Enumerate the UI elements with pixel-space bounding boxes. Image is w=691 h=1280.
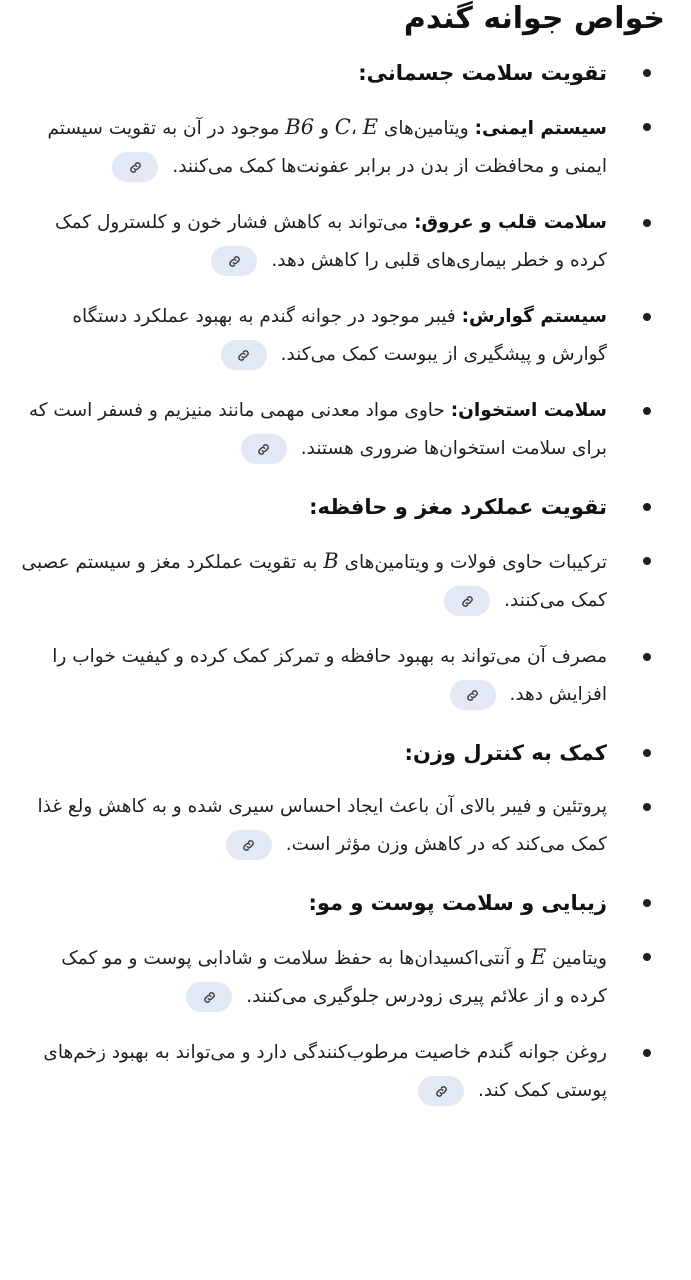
math-symbol: C: [334, 115, 351, 139]
item-text: و: [314, 118, 335, 139]
bullet-icon: [643, 803, 651, 811]
list-item: [20, 298, 665, 374]
link-icon: [256, 442, 271, 457]
list-item: [20, 638, 665, 714]
link-icon: [227, 254, 242, 269]
item-label: سیستم ایمنی:: [474, 118, 607, 139]
item-text: روغن جوانه گندم خاصیت مرطوب‌کنندگی دارد و می‌تواند به بهبود زخم‌های پوستی کمک کند.: [43, 1042, 607, 1101]
section-heading: [20, 56, 665, 90]
source-link-button[interactable]: [112, 152, 158, 182]
bullet-icon: [643, 653, 651, 661]
source-link-button[interactable]: [450, 680, 496, 710]
sub-list: [20, 938, 665, 1110]
bullet-icon: [643, 219, 651, 227]
link-icon: [241, 838, 256, 853]
section-heading: [20, 490, 665, 524]
source-link-button[interactable]: [221, 340, 267, 370]
page-title: خواص جوانه گندم: [403, 1, 665, 36]
link-icon: [128, 160, 143, 175]
list-item: [20, 204, 665, 280]
bullet-icon: [643, 407, 651, 415]
item-text: حاوی مواد معدنی مهمی مانند منیزیم و فسفر است که برای سلامت استخوان‌ها ضروری هستند.: [28, 400, 607, 459]
sub-list: [20, 108, 665, 468]
bullet-icon: [643, 123, 651, 131]
section-heading-text: تقویت سلامت جسمانی:: [358, 61, 607, 85]
bullet-icon: [643, 749, 651, 757]
item-text: ترکیبات حاوی فولات و ویتامین‌های: [338, 552, 607, 573]
section-skin-hair: [20, 886, 665, 1110]
section-heading-text: زیبایی و سلامت پوست و مو:: [308, 891, 607, 915]
item-label: سلامت استخوان:: [450, 400, 607, 421]
item-label: سلامت قلب و عروق:: [414, 212, 607, 233]
sub-list: [20, 542, 665, 714]
section-physical-health: [20, 56, 665, 468]
source-link-button[interactable]: [186, 982, 232, 1012]
section-heading: [20, 736, 665, 770]
source-link-button[interactable]: [211, 246, 257, 276]
item-text: ویتامین‌های: [378, 118, 475, 139]
source-link-button[interactable]: [241, 434, 287, 464]
item-text: موجود در آن به تقویت سیستم ایمنی و محافظت از بدن در برابر عفونت‌ها کمک می‌کنند.: [47, 118, 607, 177]
link-icon: [202, 990, 217, 1005]
list-item: [20, 108, 665, 186]
math-symbol: E: [530, 945, 547, 969]
item-label: سیستم گوارش:: [461, 306, 607, 327]
math-symbol: B: [323, 549, 339, 573]
item-text: و آنتی‌اکسیدان‌ها به حفظ سلامت و شادابی پوست و مو کمک کرده و از علائم پیری زودرس جلوگیری می‌کنند.: [61, 948, 607, 1007]
math-symbol: E: [362, 115, 379, 139]
bullet-icon: [643, 69, 651, 77]
section-heading-text: کمک به کنترل وزن:: [404, 741, 607, 765]
link-icon: [434, 1084, 449, 1099]
bullet-icon: [643, 313, 651, 321]
link-icon: [236, 348, 251, 363]
source-link-button[interactable]: [444, 586, 490, 616]
list-item: [20, 788, 665, 864]
section-heading-text: تقویت عملکرد مغز و حافظه:: [309, 495, 607, 519]
source-link-button[interactable]: [418, 1076, 464, 1106]
item-text: فیبر موجود در جوانه گندم به بهبود عملکرد دستگاه گوارش و پیشگیری از یبوست کمک می‌کند.: [72, 306, 607, 365]
bullet-icon: [643, 503, 651, 511]
list-item: [20, 938, 665, 1016]
bullet-icon: [643, 1049, 651, 1057]
item-text: می‌تواند به کاهش فشار خون و کلسترول کمک کرده و خطر بیماری‌های قلبی را کاهش دهد.: [55, 212, 607, 271]
list-item: [20, 1034, 665, 1110]
item-text: مصرف آن می‌تواند به بهبود حافظه و تمرکز کمک کرده و کیفیت خواب را افزایش دهد.: [52, 646, 607, 705]
bullet-icon: [643, 557, 651, 565]
item-text: به تقویت عملکرد مغز و سیستم عصبی کمک می‌کنند.: [21, 552, 607, 611]
list-item: [20, 392, 665, 468]
list-item: [20, 542, 665, 620]
item-text: ویتامین: [546, 948, 607, 969]
source-link-button[interactable]: [226, 830, 272, 860]
link-icon: [465, 688, 480, 703]
section-heading: [20, 886, 665, 920]
link-icon: [460, 594, 475, 609]
bullet-icon: [643, 899, 651, 907]
sub-list: [20, 788, 665, 864]
item-text: پروتئین و فیبر بالای آن باعث ایجاد احساس سیری شده و به کاهش ولع غذا کمک می‌کند که در کاهش وزن مؤثر است.: [37, 796, 607, 855]
section-weight-control: [20, 736, 665, 864]
item-text: ،: [350, 118, 363, 139]
section-brain-memory: [20, 490, 665, 714]
bullet-icon: [643, 953, 651, 961]
math-symbol: B6: [285, 115, 315, 139]
